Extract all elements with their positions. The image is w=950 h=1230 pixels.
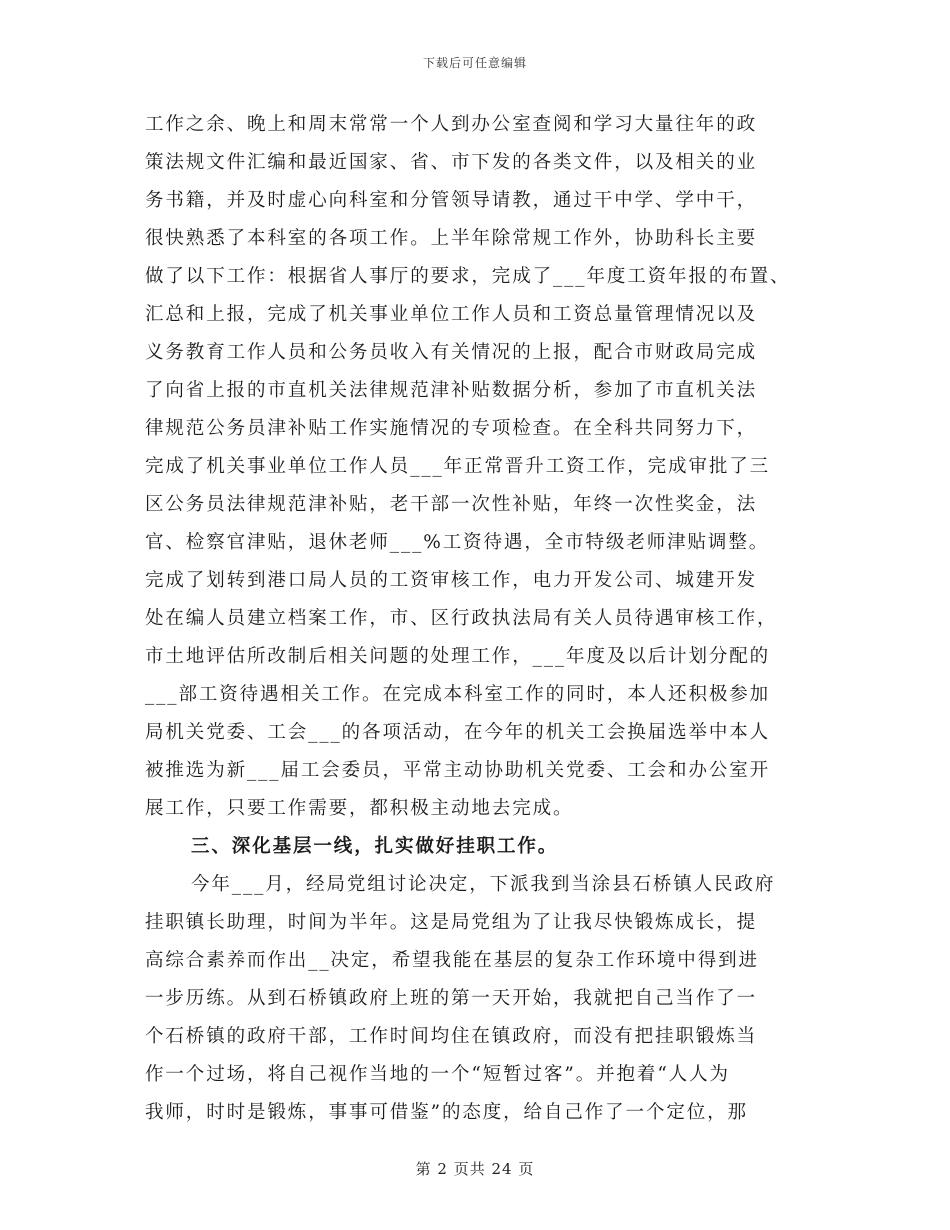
text-line: 官、检察官津贴，退休老师___%工资待遇，全市特级老师津贴调整。 bbox=[145, 532, 770, 553]
text-line: 展工作，只要工作需要，都积极主动地去完成。 bbox=[145, 798, 574, 819]
text-line: 做了以下工作：根据省人事厅的要求，完成了___年度工资年报的布置、 bbox=[145, 266, 791, 287]
text-line: 区公务员法律规范津补贴，老干部一次性补贴，年终一次性奖金，法 bbox=[145, 494, 758, 515]
text-line: 很快熟悉了本科室的各项工作。上半年除常规工作外，协助科长主要 bbox=[145, 228, 758, 249]
text-line: 了向省上报的市直机关法律规范津补贴数据分析，参加了市直机关法 bbox=[145, 380, 758, 401]
text-line: 作一个过场，将自己视作当地的一个“短暂过客”。并抱着“人人为 bbox=[145, 1064, 730, 1085]
text-line: 挂职镇长助理，时间为半年。这是局党组为了让我尽快锻炼成长，提 bbox=[145, 912, 758, 933]
text-line: 汇总和上报，完成了机关事业单位工作人员和工资总量管理情况以及 bbox=[145, 304, 758, 325]
text-line: 策法规文件汇编和最近国家、省、市下发的各类文件，以及相关的业 bbox=[145, 152, 758, 173]
page-footer: 第 2 页共 24 页 bbox=[415, 1160, 535, 1178]
text-line: 个石桥镇的政府干部，工作时间均住在镇政府，而没有把挂职锻炼当 bbox=[145, 1026, 758, 1047]
document-body bbox=[145, 106, 845, 1132]
text-line: 务书籍，并及时虚心向科室和分管领导请教，通过干中学、学中干， bbox=[145, 190, 758, 211]
text-line: 完成了划转到港口局人员的工资审核工作，电力开发公司、城建开发 bbox=[145, 570, 758, 591]
text-line: 被推选为新___届工会委员，平常主动协助机关党委、工会和办公室开 bbox=[145, 760, 771, 781]
text-line: 我师，时时是锻炼，事事可借鉴”的态度，给自己作了一个定位，那 bbox=[145, 1102, 748, 1123]
text-line: 完成了机关事业单位工作人员___年正常晋升工资工作，完成审批了三 bbox=[145, 456, 771, 477]
text-line: 局机关党委、工会___的各项活动，在今年的机关工会换届选举中本人 bbox=[145, 722, 771, 743]
text-line: 处在编人员建立档案工作，市、区行政执法局有关人员待遇审核工作， bbox=[145, 608, 778, 629]
text-line: 义务教育工作人员和公务员收入有关情况的上报，配合市财政局完成 bbox=[145, 342, 758, 363]
text-line: 高综合素养而作出__决定，希望我能在基层的复杂工作环境中得到进 bbox=[145, 950, 759, 971]
text-line: 今年___月，经局党组讨论决定，下派我到当涂县石桥镇人民政府 bbox=[191, 874, 776, 895]
text-line: 市土地评估所改制后相关问题的处理工作，___年度及以后计划分配的 bbox=[145, 646, 771, 667]
text-line: 工作之余、晚上和周末常常一个人到办公室查阅和学习大量往年的政 bbox=[145, 114, 758, 135]
page-header: 下载后可任意编辑 bbox=[422, 56, 527, 70]
section-heading: 三、深化基层一线，扎实做好挂职工作。 bbox=[191, 836, 559, 857]
text-line: 一步历练。从到石桥镇政府上班的第一天开始，我就把自己当作了一 bbox=[145, 988, 758, 1009]
text-line: ___部工资待遇相关工作。在完成本科室工作的同时，本人还积极参加 bbox=[145, 684, 771, 705]
text-line: 律规范公务员津补贴工作实施情况的专项检查。在全科共同努力下， bbox=[145, 418, 758, 439]
